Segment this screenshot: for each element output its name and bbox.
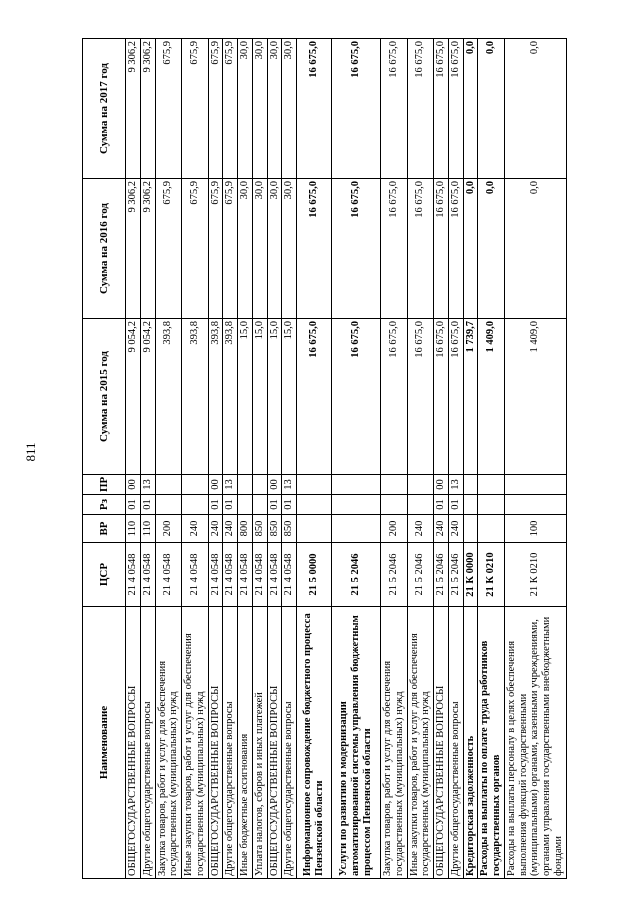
row-rz: 01 — [126, 495, 141, 515]
table-row — [182, 39, 209, 879]
row-sum-2016: 30,0 — [267, 179, 282, 319]
row-name: Расходы на выплаты персоналу в целях обеспечения выполнения функций государственными (муниципальными) органами, казенными учреждениями, органами управления государственными внебюджетными фондами — [504, 607, 566, 879]
row-csr: 21 4 0548 — [182, 543, 209, 607]
table-row — [297, 39, 332, 879]
row-sum-2017: 30,0 — [238, 39, 253, 179]
row-sum-2017: 675,9 — [155, 39, 182, 179]
row-sum-2015: 16 675,0 — [434, 319, 449, 475]
row-sum-2015: 393,8 — [223, 319, 238, 475]
row-pr: 00 — [208, 475, 223, 495]
row-sum-2016: 9 306,2 — [140, 179, 155, 319]
row-sum-2015: 9 054,2 — [140, 319, 155, 475]
table-row — [208, 39, 223, 879]
row-sum-2017: 30,0 — [267, 39, 282, 179]
row-pr — [182, 475, 209, 495]
row-name: Иные бюджетные ассигнования — [238, 607, 253, 879]
row-sum-2016: 16 675,0 — [448, 179, 463, 319]
row-sum-2015: 393,8 — [155, 319, 182, 475]
header-rz: Рз — [83, 495, 126, 515]
row-sum-2017: 16 675,0 — [434, 39, 449, 179]
row-name: Уплата налогов, сборов и иных платежей — [252, 607, 267, 879]
row-sum-2016: 30,0 — [282, 179, 297, 319]
row-sum-2015: 1 409,0 — [504, 319, 566, 475]
row-pr — [407, 475, 434, 495]
row-rz — [182, 495, 209, 515]
row-name: Другие общегосударственные вопросы — [448, 607, 463, 879]
row-pr — [381, 475, 408, 495]
row-csr: 21 5 2046 — [381, 543, 408, 607]
row-name: Другие общегосударственные вопросы — [223, 607, 238, 879]
row-sum-2015: 1 409,0 — [478, 319, 505, 475]
row-sum-2016: 16 675,0 — [407, 179, 434, 319]
row-sum-2017: 16 675,0 — [381, 39, 408, 179]
row-csr: 21 К 0210 — [478, 543, 505, 607]
header-2015: Сумма на 2015 год — [83, 319, 126, 475]
row-vr: 110 — [126, 515, 141, 543]
row-vr: 200 — [381, 515, 408, 543]
row-vr: 800 — [238, 515, 253, 543]
row-sum-2016: 0,0 — [463, 179, 478, 319]
row-sum-2015: 15,0 — [282, 319, 297, 475]
row-name: Кредиторская задолженность — [463, 607, 478, 879]
rotated-table-wrapper — [82, 39, 567, 879]
row-sum-2015: 16 675,0 — [407, 319, 434, 475]
row-sum-2017: 30,0 — [282, 39, 297, 179]
row-name: Закупка товаров, работ и услуг для обеспечения государственных (муниципальных) нужд — [381, 607, 408, 879]
row-rz — [463, 495, 478, 515]
row-sum-2015: 16 675,0 — [448, 319, 463, 475]
table-row — [282, 39, 297, 879]
row-sum-2017: 16 675,0 — [297, 39, 332, 179]
row-name: ОБЩЕГОСУДАРСТВЕННЫЕ ВОПРОСЫ — [267, 607, 282, 879]
row-pr — [332, 475, 381, 495]
row-name: Другие общегосударственные вопросы — [140, 607, 155, 879]
row-sum-2016: 675,9 — [223, 179, 238, 319]
row-pr — [238, 475, 253, 495]
row-vr: 100 — [504, 515, 566, 543]
header-name: Наименование — [83, 607, 126, 879]
row-sum-2017: 9 306,2 — [126, 39, 141, 179]
row-sum-2017: 9 306,2 — [140, 39, 155, 179]
row-rz: 01 — [140, 495, 155, 515]
table-row — [463, 39, 478, 879]
row-sum-2015: 16 675,0 — [381, 319, 408, 475]
row-csr: 21 5 2046 — [332, 543, 381, 607]
row-sum-2015: 15,0 — [252, 319, 267, 475]
row-vr: 850 — [282, 515, 297, 543]
header-csr: ЦСР — [83, 543, 126, 607]
row-sum-2016: 0,0 — [478, 179, 505, 319]
table-row — [252, 39, 267, 879]
row-csr: 21 4 0548 — [238, 543, 253, 607]
row-csr: 21 4 0548 — [252, 543, 267, 607]
row-sum-2015: 9 054,2 — [126, 319, 141, 475]
row-vr: 240 — [223, 515, 238, 543]
row-sum-2016: 30,0 — [252, 179, 267, 319]
row-vr: 240 — [448, 515, 463, 543]
row-vr: 240 — [208, 515, 223, 543]
table-row — [238, 39, 253, 879]
row-name: Расходы на выплаты по оплате труда работников государственных органов — [478, 607, 505, 879]
row-rz: 01 — [223, 495, 238, 515]
row-vr: 200 — [155, 515, 182, 543]
row-sum-2017: 675,9 — [182, 39, 209, 179]
row-pr: 13 — [282, 475, 297, 495]
row-pr: 00 — [267, 475, 282, 495]
row-vr — [297, 515, 332, 543]
table-row — [332, 39, 381, 879]
row-pr — [463, 475, 478, 495]
row-sum-2017: 0,0 — [504, 39, 566, 179]
row-sum-2016: 16 675,0 — [434, 179, 449, 319]
row-rz — [407, 495, 434, 515]
row-vr — [463, 515, 478, 543]
row-sum-2016: 16 675,0 — [332, 179, 381, 319]
row-name: ОБЩЕГОСУДАРСТВЕННЫЕ ВОПРОСЫ — [434, 607, 449, 879]
row-csr: 21 К 0000 — [463, 543, 478, 607]
row-pr: 00 — [434, 475, 449, 495]
row-csr: 21 4 0548 — [267, 543, 282, 607]
row-name: Иные закупки товаров, работ и услуг для обеспечения государственных (муниципальных) нужд — [407, 607, 434, 879]
table-header-row — [83, 39, 126, 879]
row-vr — [332, 515, 381, 543]
header-pr: ПР — [83, 475, 126, 495]
row-sum-2016: 16 675,0 — [381, 179, 408, 319]
row-vr: 240 — [407, 515, 434, 543]
row-csr: 21 5 2046 — [448, 543, 463, 607]
row-vr: 850 — [267, 515, 282, 543]
table-row — [478, 39, 505, 879]
row-rz — [238, 495, 253, 515]
row-name: Услуги по развитию и модернизации автоматизированной системы управления бюджетным процессом Пензенской области — [332, 607, 381, 879]
row-vr: 850 — [252, 515, 267, 543]
row-csr: 21 4 0548 — [282, 543, 297, 607]
row-vr: 240 — [182, 515, 209, 543]
row-sum-2017: 16 675,0 — [332, 39, 381, 179]
row-rz: 01 — [434, 495, 449, 515]
row-rz — [332, 495, 381, 515]
table-row — [381, 39, 408, 879]
row-csr: 21 5 0000 — [297, 543, 332, 607]
row-name: Другие общегосударственные вопросы — [282, 607, 297, 879]
row-csr: 21 4 0548 — [155, 543, 182, 607]
row-rz — [155, 495, 182, 515]
row-sum-2015: 16 675,0 — [297, 319, 332, 475]
row-csr: 21 5 2046 — [434, 543, 449, 607]
row-sum-2017: 0,0 — [478, 39, 505, 179]
row-pr: 13 — [140, 475, 155, 495]
row-sum-2017: 0,0 — [463, 39, 478, 179]
table-row — [504, 39, 566, 879]
row-pr — [478, 475, 505, 495]
row-csr: 21 4 0548 — [208, 543, 223, 607]
row-pr — [252, 475, 267, 495]
row-sum-2017: 675,9 — [208, 39, 223, 179]
row-rz — [252, 495, 267, 515]
row-sum-2015: 15,0 — [238, 319, 253, 475]
row-sum-2016: 0,0 — [504, 179, 566, 319]
row-rz — [478, 495, 505, 515]
budget-table — [82, 38, 567, 879]
header-2016: Сумма на 2016 год — [83, 179, 126, 319]
row-csr: 21 К 0210 — [504, 543, 566, 607]
row-pr: 13 — [223, 475, 238, 495]
row-sum-2016: 16 675,0 — [297, 179, 332, 319]
row-rz: 01 — [448, 495, 463, 515]
row-sum-2015: 1 739,7 — [463, 319, 478, 475]
row-rz — [504, 495, 566, 515]
header-vr: ВР — [83, 515, 126, 543]
page-number: 811 — [23, 442, 38, 462]
row-csr: 21 4 0548 — [126, 543, 141, 607]
table-row — [434, 39, 449, 879]
row-sum-2015: 393,8 — [208, 319, 223, 475]
row-pr — [297, 475, 332, 495]
table-row — [126, 39, 141, 879]
table-row — [267, 39, 282, 879]
row-vr: 240 — [434, 515, 449, 543]
row-vr: 110 — [140, 515, 155, 543]
row-sum-2017: 16 675,0 — [407, 39, 434, 179]
row-rz: 01 — [282, 495, 297, 515]
row-csr: 21 4 0548 — [140, 543, 155, 607]
row-sum-2015: 15,0 — [267, 319, 282, 475]
row-pr — [155, 475, 182, 495]
table-row — [140, 39, 155, 879]
row-vr — [478, 515, 505, 543]
row-pr: 13 — [448, 475, 463, 495]
table-row — [407, 39, 434, 879]
row-name: ОБЩЕГОСУДАРСТВЕННЫЕ ВОПРОСЫ — [126, 607, 141, 879]
table-body — [126, 39, 567, 879]
row-rz: 01 — [208, 495, 223, 515]
table-row — [155, 39, 182, 879]
row-name: ОБЩЕГОСУДАРСТВЕННЫЕ ВОПРОСЫ — [208, 607, 223, 879]
row-csr: 21 5 2046 — [407, 543, 434, 607]
row-name: Информационное сопровождение бюджетного процесса Пензенской области — [297, 607, 332, 879]
row-sum-2017: 675,9 — [223, 39, 238, 179]
row-sum-2015: 393,8 — [182, 319, 209, 475]
row-sum-2017: 30,0 — [252, 39, 267, 179]
row-rz — [297, 495, 332, 515]
row-sum-2016: 30,0 — [238, 179, 253, 319]
row-sum-2015: 16 675,0 — [332, 319, 381, 475]
row-name: Закупка товаров, работ и услуг для обеспечения государственных (муниципальных) нужд — [155, 607, 182, 879]
row-pr: 00 — [126, 475, 141, 495]
row-sum-2017: 16 675,0 — [448, 39, 463, 179]
row-rz: 01 — [267, 495, 282, 515]
header-2017: Сумма на 2017 год — [83, 39, 126, 179]
row-sum-2016: 675,9 — [182, 179, 209, 319]
row-csr: 21 4 0548 — [223, 543, 238, 607]
row-name: Иные закупки товаров, работ и услуг для обеспечения государственных (муниципальных) нужд — [182, 607, 209, 879]
row-rz — [381, 495, 408, 515]
table-row — [223, 39, 238, 879]
row-sum-2016: 675,9 — [208, 179, 223, 319]
row-pr — [504, 475, 566, 495]
table-row — [448, 39, 463, 879]
row-sum-2016: 9 306,2 — [126, 179, 141, 319]
row-sum-2016: 675,9 — [155, 179, 182, 319]
